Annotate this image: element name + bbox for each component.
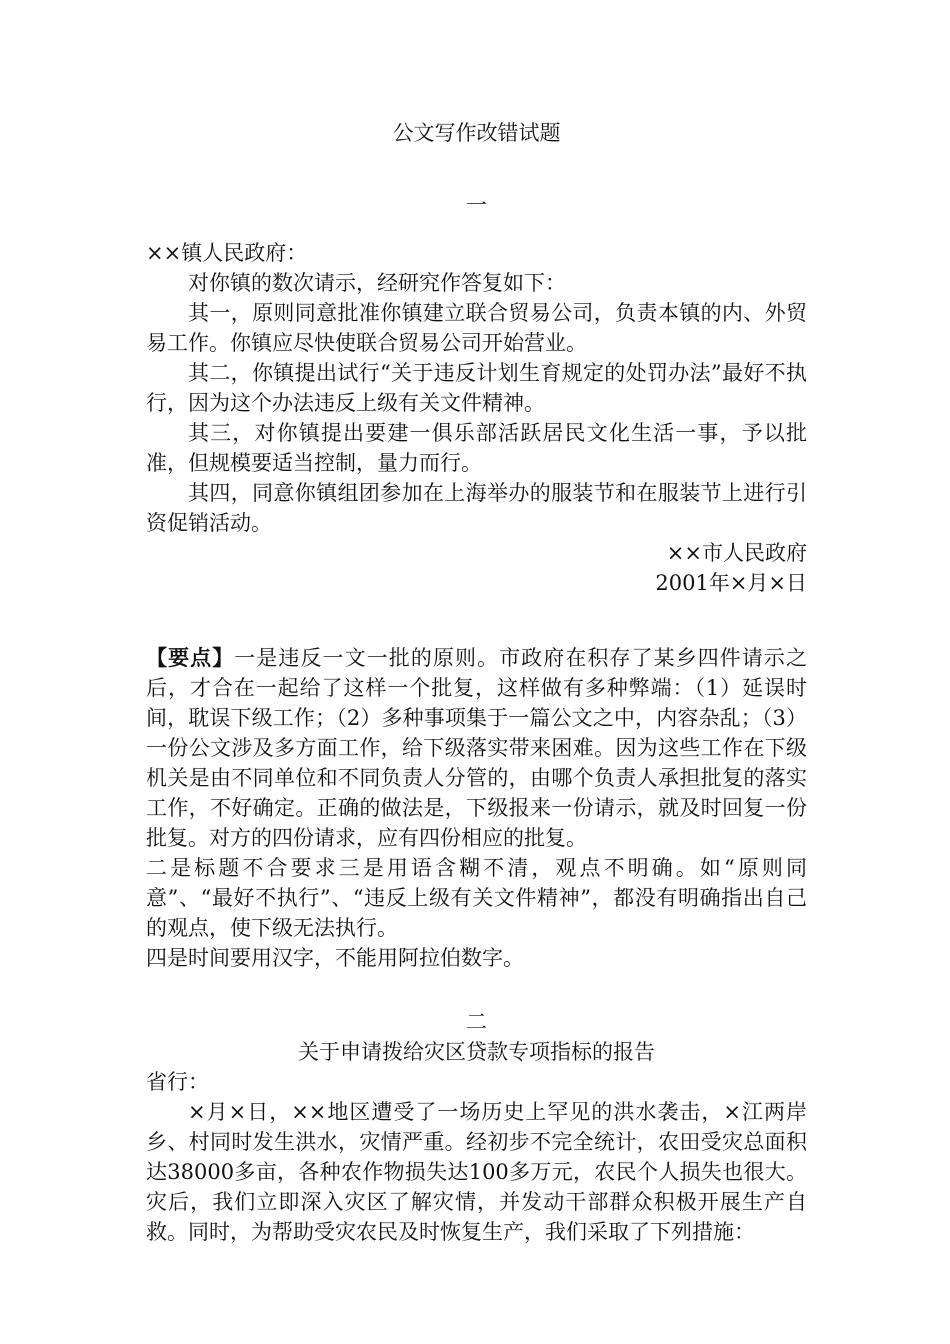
keypoint-two-three: 二是标题不合要求三是用语含糊不清，观点不明确。如“原则同意”、“最好不执行”、“违反上级有关文件精神”，都没有明确指出自己的观点，使下级无法执行。 <box>146 856 807 940</box>
section-one-intro: 对你镇的数次请示，经研究作答复如下： <box>188 271 566 295</box>
section-one-item-4: 其四，同意你镇组团参加在上海举办的服装节和在服装节上进行引资促销活动。 <box>146 481 807 535</box>
section-one-item-3: 其三，对你镇提出要建一俱乐部活跃居民文化生活一事，予以批准，但规模要适当控制，量力而行。 <box>146 421 807 475</box>
section-one-item-2: 其二，你镇提出试行“关于违反计划生育规定的处罚办法”最好不执行，因为这个办法违反上级有关文件精神。 <box>146 361 807 415</box>
section-two-title: 关于申请拨给灾区贷款专项指标的报告 <box>298 1040 655 1064</box>
section-one-number: 一 <box>466 193 487 217</box>
section-one-item-1: 其一，原则同意批准你镇建立联合贸易公司，负责本镇的内、外贸易工作。你镇应尽快使联合贸易公司开始营业。 <box>146 301 807 355</box>
spacer <box>146 973 807 1007</box>
keypoint-four: 四是时间要用汉字，不能用阿拉伯数字。 <box>146 946 524 970</box>
date: 2001年×月×日 <box>655 571 807 595</box>
keypoint-paragraph <box>146 643 807 853</box>
section-two-body: ×月×日，××地区遭受了一场历史上罕见的洪水袭击，×江两岸乡、村同时发生洪水，灾情严重。经初步不完全统计，农田受灾总面积达38000多亩，各种农作物损失达100多万元，农民个人损失也很大。灾后，我们立即深入灾区了解灾情，并发动干部群众积极开展生产自救。同时，为帮助受灾农民及时恢复生产，我们采取了下列措施： <box>146 1100 807 1244</box>
document-page <box>146 118 807 1247</box>
section-one-addressee: ××镇人民政府： <box>146 241 308 265</box>
section-two-addressee: 省行： <box>146 1070 209 1094</box>
document-title: 公文写作改错试题 <box>392 121 561 145</box>
spacer <box>146 598 807 643</box>
signature: ××市人民政府 <box>666 541 807 565</box>
keypoint-label: 【要点】 <box>146 645 235 670</box>
keypoint-text: 一是违反一文一批的原则。市政府在积存了某乡四件请示之后，才合在一起给了这样一个批复，这样做有多种弊端：（1）延误时间，耽误下级工作；（2）多种事项集于一篇公文之中，内容杂乱；（3）一份公文涉及多方面工作，给下级落实带来困难。因为这些工作在下级机关是由不同单位和不同负责人分管的，由哪个负责人承担批复的落实工作，不好确定。正确的做法是，下级报来一份请示，就及时回复一份批复。对方的四份请求，应有四份相应的批复。 <box>146 646 808 850</box>
section-two-number: 二 <box>466 1010 487 1034</box>
